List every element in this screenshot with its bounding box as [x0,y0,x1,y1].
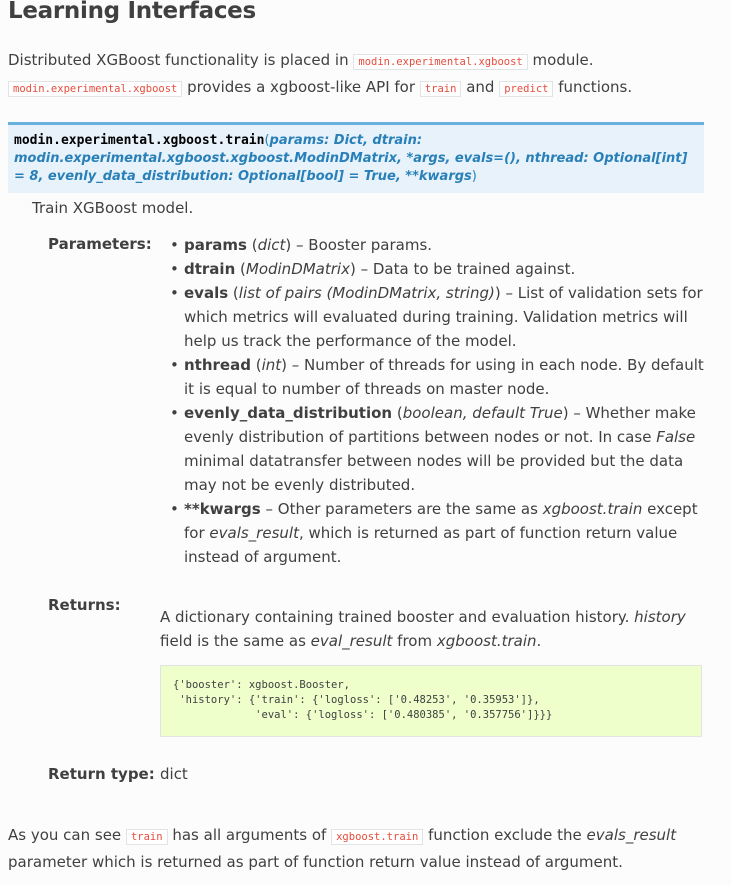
inline-code: train [420,81,462,97]
list-item: • nthread (int) – Number of threads for using in each node. By default it is equal to number of threads on master node. [170,356,704,398]
returns-description: A dictionary containing trained booster and evaluation history. history field is the same as eval_result from xgboost.train. [160,608,686,650]
function-description: Train XGBoost model. [32,199,194,217]
outro-paragraph: As you can see train has all arguments of xgboost.train function exclude the evals_result parameter which is returned as part of function return value instead of argument. [8,826,677,871]
intro-paragraph: Distributed XGBoost functionality is placed in modin.experimental.xgboost module. modin.experimental.xgboost provides a xgboost-like API for train and predict functions. [8,51,633,96]
code-line: 'history': {'train': {'logloss': ['0.48253', '0.35953']}, [173,694,540,706]
inline-code: train [126,829,168,845]
inline-code: modin.experimental.xgboost [353,54,527,70]
function-signature: modin.experimental.xgboost.train(params: Dict, dtrain: modin.experimental.xgboost.xgboost.ModinDMatrix, *args, evals=(), nthread: Optional[int] = 8, evenly_data_distribution: Optional[bool] = True, **kwargs) [8,122,704,193]
parameters-label: Parameters: [48,235,152,253]
list-item: • evenly_data_distribution (boolean, default True) – Whether make evenly distribution of partitions between nodes or not. In case False minimal datatransfer between nodes will be provided but the data may not be evenly distributed. [170,404,696,494]
parameters-list [170,233,706,569]
code-line: 'eval': {'logloss': ['0.480385', '0.357756']}}} [173,709,553,721]
inline-code: xgboost.train [331,829,423,845]
return-type-value: dict [160,765,188,783]
list-item: • dtrain (ModinDMatrix) – Data to be trained against. [170,260,576,278]
list-item: • evals (list of pairs (ModinDMatrix, string)) – List of validation sets for which metrics will evaluated during training. Validation metrics will help us track the performance of the model. [170,284,703,350]
function-params: params: Dict, dtrain: modin.experimental.xgboost.xgboost.ModinDMatrix, *args, evals=(), nthread: Optional[int] = 8, evenly_data_distribution: Optional[bool] = True, **kwargs [14,133,688,184]
list-item: • params (dict) – Booster params. [170,236,433,254]
list-item: • **kwargs – Other parameters are the same as xgboost.train except for evals_result, which is returned as part of function return value instead of argument. [170,500,698,566]
code-example [160,665,702,737]
inline-code: modin.experimental.xgboost [8,81,182,97]
code-line: {'booster': xgboost.Booster, [173,679,351,691]
returns-label: Returns: [48,596,121,614]
inline-code: predict [499,81,553,97]
return-type-label: Return type: [48,765,155,783]
function-name: modin.experimental.xgboost.train [14,133,265,148]
page-title: Learning Interfaces [8,0,256,24]
